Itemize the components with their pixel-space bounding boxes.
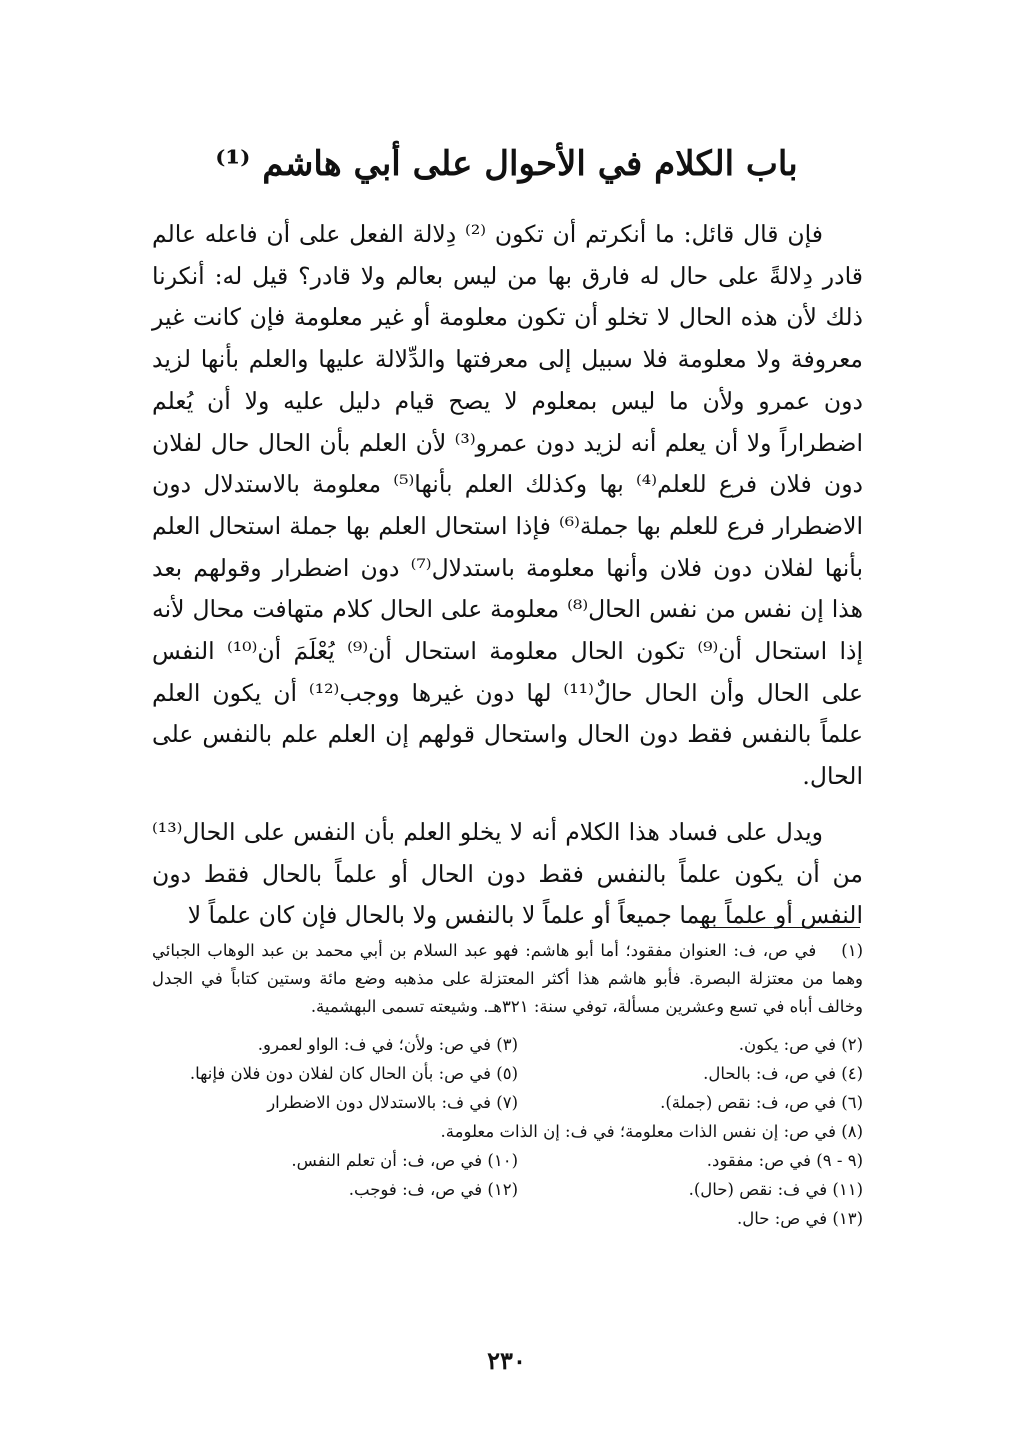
footnote-text: في ص، ف: بالحال. bbox=[703, 1064, 836, 1083]
footnote-text: في ف: بالاستدلال دون الاضطرار bbox=[267, 1093, 491, 1112]
footnote-1 bbox=[152, 937, 863, 1021]
footnote-separator bbox=[700, 927, 860, 928]
footnote-number: (١٢) bbox=[487, 1180, 518, 1199]
footnote-text: في ص، ف: أن تعلم النفس. bbox=[291, 1151, 483, 1170]
paragraph-2: ويدل على فساد هذا الكلام أنه لا يخلو العلم بأن النفس على الحال⁽¹³⁾ من أن يكون علماً بالنفس فقط دون الحال أو علماً بالحال فقط دون النفس أو علماً بهما جميعاً أو علماً لا بالنفس ولا بالحال فإن كان علماً لا bbox=[152, 817, 863, 930]
footnote-number: (٢) bbox=[841, 1035, 863, 1054]
chapter-title: باب الكلام في الأحوال على أبي هاشم ⁽¹⁾ bbox=[215, 144, 798, 184]
footnote-number: (١) bbox=[841, 941, 863, 960]
footnote-text: في ص: يكون. bbox=[738, 1035, 836, 1054]
footnote-text: في ص، ف: العنوان مفقود؛ أما أبو هاشم: فهو عبد السلام بن أبي محمد بن عبد الوهاب الجبائي وهما من معتزلة البصرة. فأبو هاشم هذا أكثر المعتزلة على مذهبه وضع مائة وستين كتاباً في الجدل وخالف أباه في تسع وعشرين مسألة، توفي سنة: ٣٢١هـ. وشيعته تسمى البهشمية. bbox=[152, 941, 863, 1016]
footnote-3 bbox=[152, 1031, 518, 1059]
footnote-number: (٧) bbox=[496, 1093, 518, 1112]
footnote-text: في ص، ف: نقص (جملة). bbox=[660, 1093, 836, 1112]
paragraph-1: فإن قال قائل: ما أنكرتم أن تكون ⁽²⁾ دِلالة الفعل على أن فاعله عالم قادر دِلالةً على حال له فارق بها من ليس بعالم ولا قادر؟ قيل له: أنكرنا ذلك لأن هذه الحال لا تخلو أن تكون معلومة أو غير معلومة فإن كانت غير معروفة ولا معلومة فلا سبيل إلى معرفتها والدِّلالة عليها والعلم بأنها لزيد دون عمرو ولأن ما ليس بمعلوم لا يصح قيام دليل عليه ولا أن يُعلم اضطراراً ولا أن يعلم أنه لزيد دون عمرو⁽³⁾ لأن العلم بأن الحال حال لفلان دون فلان فرع للعلم⁽⁴⁾ بها وكذلك العلم بأنها⁽⁵⁾ معلومة بالاستدلال دون الاضطرار فرع للعلم بها جملة⁽⁶⁾ فإذا استحال العلم بها جملة استحال العلم بأنها لفلان دون فلان وأنها معلومة باستدلال⁽⁷⁾ دون اضطرار وقولهم بعد هذا إن نفس من نفس الحال⁽⁸⁾ معلومة على الحال كلام متهافت محال لأنه إذا استحال أن⁽⁹⁾ تكون الحال معلومة استحال أن⁽⁹⁾ يُعْلَمَ أن⁽¹⁰⁾ النفس على الحال وأن الحال حالٌ⁽¹¹⁾ لها دون غيرها ووجب⁽¹²⁾ أن يكون العلم علماً بالنفس فقط دون الحال واستحال قولهم إن العلم علم بالنفس على الحال. bbox=[152, 220, 864, 791]
footnote-6 bbox=[518, 1089, 863, 1117]
footnote-text: في ف: نقص (حال). bbox=[688, 1180, 828, 1199]
footnotes bbox=[152, 937, 863, 1233]
footnote-number: (١١) bbox=[832, 1180, 863, 1199]
footnote-2 bbox=[518, 1031, 863, 1059]
page-number: ٢٣٠ bbox=[487, 1346, 526, 1375]
main-text bbox=[152, 214, 863, 937]
footnote-11 bbox=[518, 1176, 863, 1204]
footnote-number: (٦) bbox=[841, 1093, 863, 1112]
footnote-5 bbox=[152, 1060, 518, 1088]
footnote-number: (٤) bbox=[841, 1064, 863, 1083]
footnote-7 bbox=[152, 1089, 518, 1117]
footnote-9 bbox=[518, 1147, 863, 1175]
footnote-text: في ص: بأن الحال كان لفلان دون فلان فإنها. bbox=[189, 1064, 491, 1083]
footnote-8 bbox=[152, 1118, 863, 1146]
footnote-13 bbox=[152, 1205, 863, 1233]
footnote-number: (٩ - ٩) bbox=[816, 1151, 863, 1170]
footnote-number: (٥) bbox=[496, 1064, 518, 1083]
footnote-grid bbox=[152, 1031, 863, 1233]
footnote-number: (٨) bbox=[841, 1122, 863, 1141]
footnote-text: في ص، ف: فوجب. bbox=[348, 1180, 483, 1199]
footnote-text: في ص: إن نفس الذات معلومة؛ في ف: إن الذات معلومة. bbox=[440, 1122, 836, 1141]
footnote-10 bbox=[152, 1147, 518, 1175]
footnote-text: في ص: حال. bbox=[737, 1209, 828, 1228]
footnote-text: في ص: مفقود. bbox=[706, 1151, 812, 1170]
footnote-number: (١٣) bbox=[832, 1209, 863, 1228]
footnote-12 bbox=[152, 1176, 518, 1204]
footnote-number: (١٠) bbox=[487, 1151, 518, 1170]
footnote-number: (٣) bbox=[496, 1035, 518, 1054]
footnote-text: في ص: ولأن؛ في ف: الواو لعمرو. bbox=[257, 1035, 491, 1054]
footnote-4 bbox=[518, 1060, 863, 1088]
